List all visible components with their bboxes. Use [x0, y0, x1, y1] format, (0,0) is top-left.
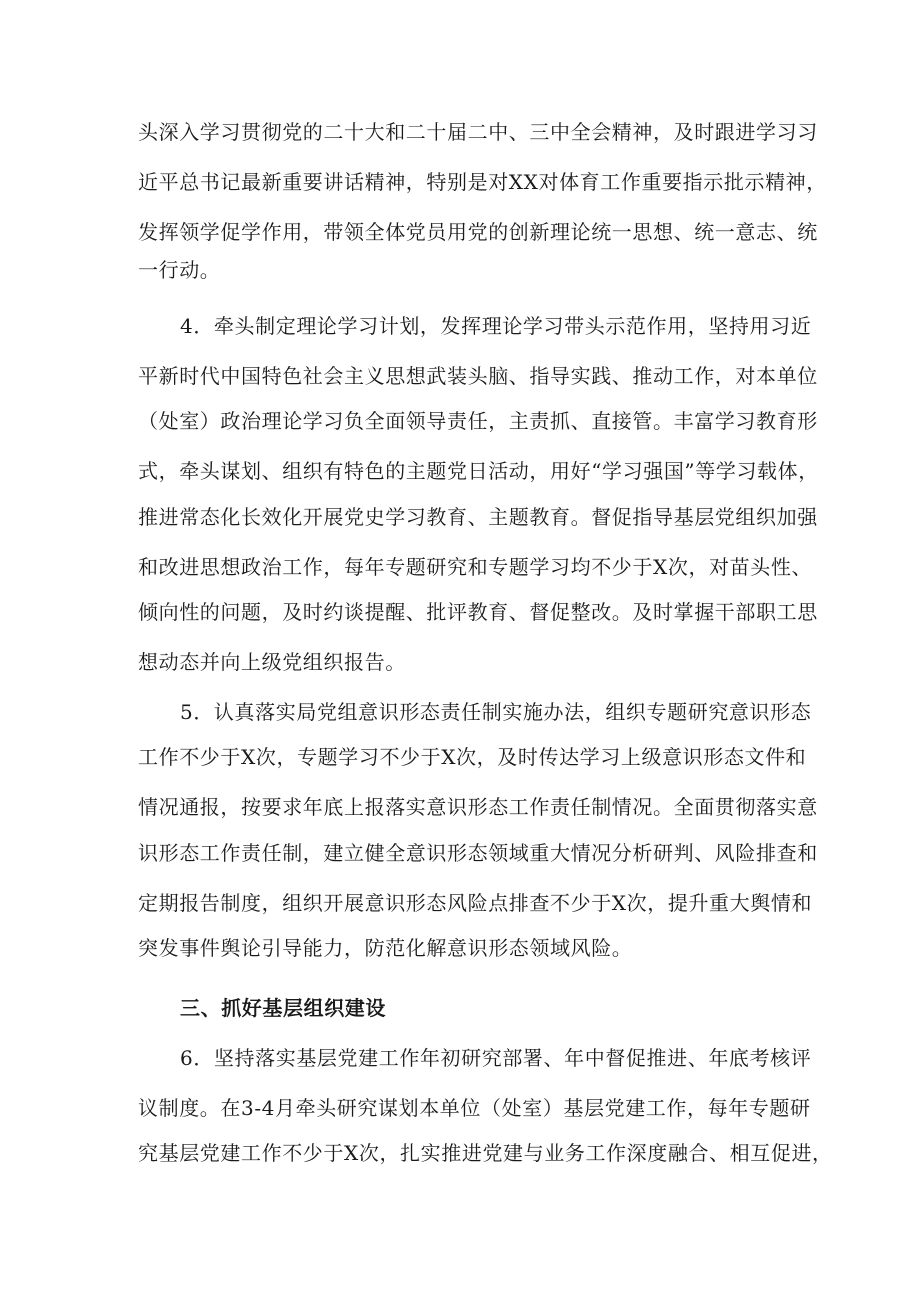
paragraph-3-line-2: 近平总书记最新重要讲话精神，特别是对XX对体育工作重要指示批示精神，	[138, 170, 827, 194]
paragraph-4-line-1: 4．牵头制定理论学习计划，发挥理论学习带头示范作用，坚持用习近	[180, 314, 812, 338]
paragraph-5-line-3: 情况通报，按要求年底上报落实意识形态工作责任制情况。全面贯彻落实意	[138, 795, 818, 819]
paragraph-4-line-6: 和改进思想政治工作，每年专题研究和专题学习均不少于X次，对苗头性、	[138, 555, 813, 579]
paragraph-4-line-5: 推进常态化长效化开展党史学习教育、主题教育。督促指导基层党组织加强	[138, 505, 818, 529]
section-heading: 三、抓好基层组织建设	[180, 996, 386, 1020]
paragraph-6-line-1: 6．坚持落实基层党建工作年初研究部署、年中督促推进、年底考核评	[180, 1046, 812, 1070]
paragraph-4-line-3: （处室）政治理论学习负全面领导责任，主责抓、直接管。丰富学习教育形	[138, 409, 818, 433]
paragraph-4-line-2: 平新时代中国特色社会主义思想武装头脑、指导实践、推动工作，对本单位	[138, 364, 818, 388]
paragraph-5-line-4: 识形态工作责任制，建立健全意识形态领域重大情况分析研判、风险排查和	[138, 841, 818, 865]
paragraph-3-line-1: 头深入学习贯彻党的二十大和二十届二中、三中全会精神，及时跟进学习习	[138, 120, 818, 144]
paragraph-5-line-6: 突发事件舆论引导能力，防范化解意识形态领域风险。	[138, 936, 633, 960]
paragraph-5-line-2: 工作不少于X次，专题学习不少于X次，及时传达学习上级意识形态文件和	[138, 745, 807, 769]
paragraph-3-line-4: 一行动。	[138, 258, 221, 282]
paragraph-5-line-1: 5．认真落实局党组意识形态责任制实施办法，组织专题研究意识形态	[180, 700, 812, 724]
paragraph-5-line-5: 定期报告制度，组织开展意识形态风险点排查不少于X次，提升重大舆情和	[138, 891, 813, 915]
paragraph-4-line-7: 倾向性的问题，及时约谈提醒、批评教育、督促整改。及时掌握干部职工思	[138, 600, 818, 624]
paragraph-6-line-3: 究基层党建工作不少于X次，扎实推进党建与业务工作深度融合、相互促进，	[138, 1141, 833, 1165]
paragraph-4-line-8: 想动态并向上级党组织报告。	[138, 650, 406, 674]
paragraph-3-line-3: 发挥领学促学作用，带领全体党员用党的创新理论统一思想、统一意志、统	[138, 220, 818, 244]
paragraph-6-line-2: 议制度。在3-4月牵头研究谋划本单位（处室）基层党建工作，每年专题研	[138, 1096, 811, 1120]
paragraph-4-line-4: 式，牵头谋划、组织有特色的主题党日活动，用好“学习强国”等学习载体，	[138, 459, 819, 483]
